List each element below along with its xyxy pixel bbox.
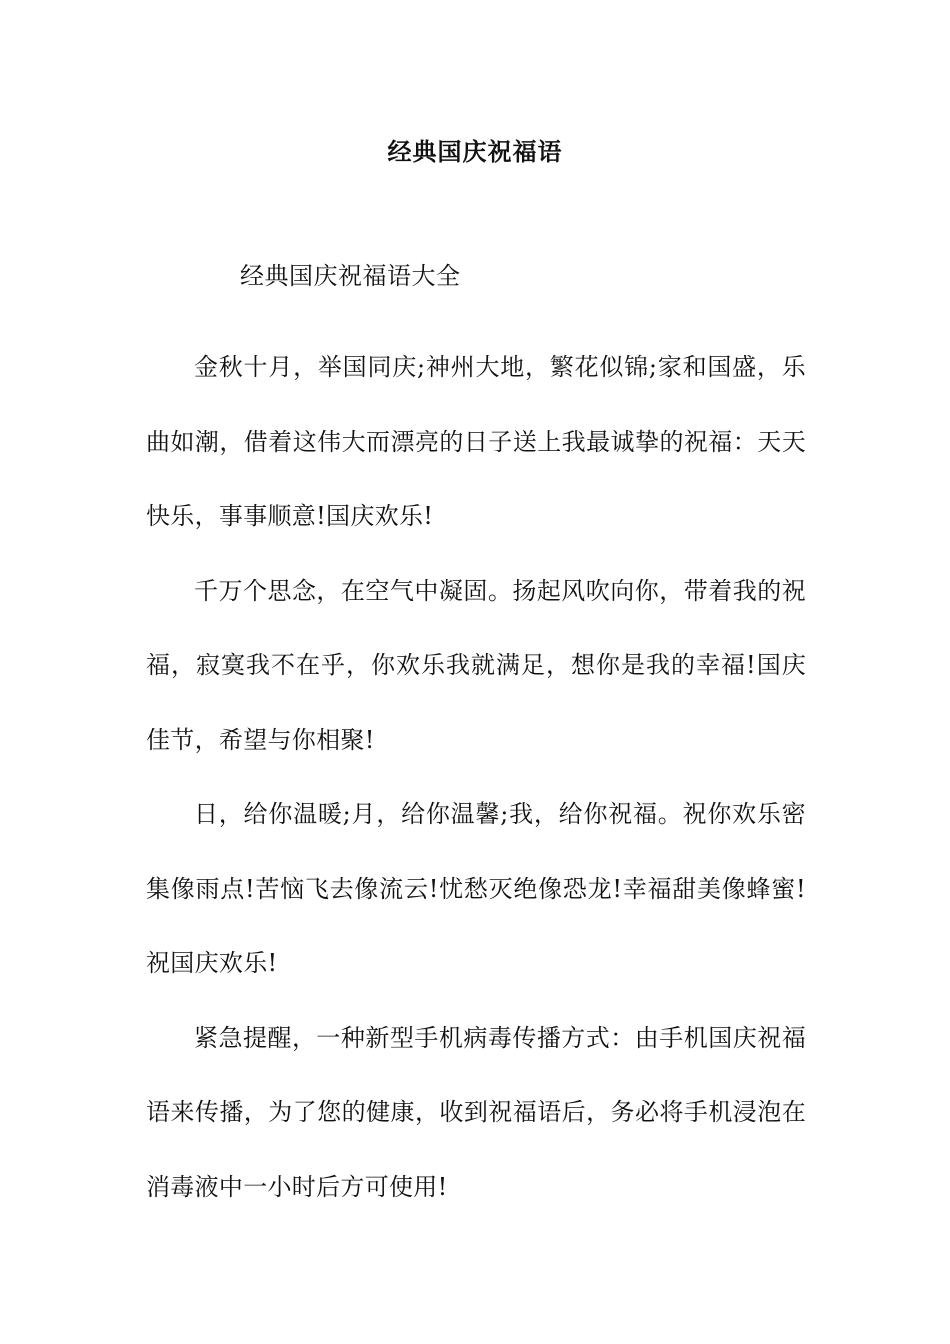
document-title: 经典国庆祝福语 — [387, 137, 563, 166]
paragraph-1: 金秋十月，举国同庆;神州大地，繁花似锦;家和国盛，乐曲如潮，借着这伟大而漂亮的日子送上我最诚挚的祝福：天天快乐，事事顺意!国庆欢乐! — [146, 353, 806, 530]
paragraph-4: 紧急提醒，一种新型手机病毒传播方式：由手机国庆祝福语来传播，为了您的健康，收到祝福语后，务必将手机浸泡在消毒液中一小时后方可使用! — [146, 1023, 806, 1201]
document-body — [146, 330, 806, 1224]
paragraph-3: 日，给你温暖;月，给你温馨;我，给你祝福。祝你欢乐密集像雨点!苦恼飞去像流云!忧愁灭绝像恐龙!幸福甜美像蜂蜜!祝国庆欢乐! — [146, 800, 806, 977]
paragraph-2: 千万个思念，在空气中凝固。扬起风吹向你，带着我的祝福，寂寞我不在乎，你欢乐我就满足，想你是我的幸福!国庆佳节，希望与你相聚! — [146, 576, 806, 754]
document-subtitle: 经典国庆祝福语大全 — [240, 262, 461, 290]
